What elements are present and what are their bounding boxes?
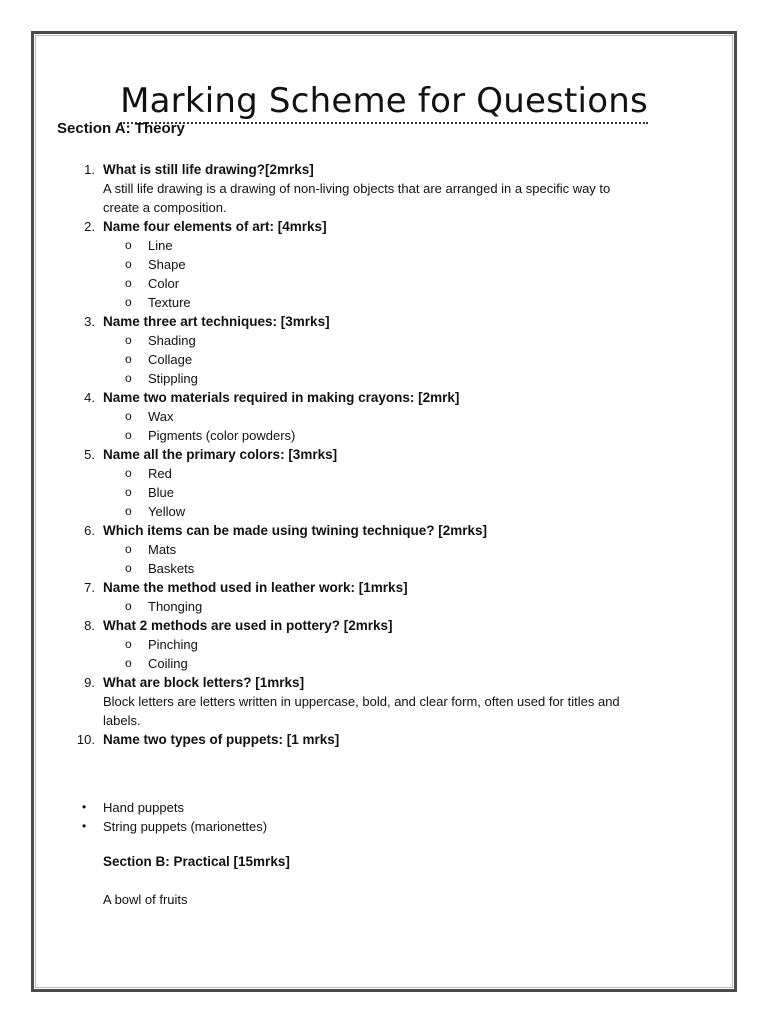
question-9: [57, 673, 637, 730]
question-text: What is still life drawing?[2mrks]: [103, 162, 314, 177]
puppet-list: [103, 798, 267, 836]
question-number: 2.: [84, 219, 95, 234]
answer-item: o Shading: [103, 331, 637, 350]
puppet-item: • String puppets (marionettes): [103, 817, 267, 836]
answer-item: o Coiling: [103, 654, 637, 673]
answer-item: o Wax: [103, 407, 637, 426]
question-text: Name all the primary colors: [3mrks]: [103, 447, 338, 462]
question-number: 1.: [84, 162, 95, 177]
practical-answer: A bowl of fruits: [103, 892, 188, 907]
answer-item: o Shape: [103, 255, 637, 274]
answer-list: [103, 236, 637, 312]
answer-item: o Collage: [103, 350, 637, 369]
question-number: 5.: [84, 447, 95, 462]
section-a-heading: Section A: Theory: [57, 120, 185, 137]
answer-text: A still life drawing is a drawing of non-living objects that are arranged in a specific way to create a composition.: [103, 181, 611, 215]
question-text: Name two types of puppets: [1 mrks]: [103, 732, 340, 747]
answer-item: o Thonging: [103, 597, 637, 616]
question-8: [57, 616, 637, 673]
answer-text: Block letters are letters written in uppercase, bold, and clear form, often used for titles and labels.: [103, 694, 620, 728]
question-text: What 2 methods are used in pottery? [2mrks]: [103, 618, 393, 633]
answer-item: o Pinching: [103, 635, 637, 654]
answer-list: [103, 464, 637, 521]
question-3: [57, 312, 637, 388]
question-text: Name the method used in leather work: [1mrks]: [103, 580, 408, 595]
answer-item: o Baskets: [103, 559, 637, 578]
answer-item: o Mats: [103, 540, 637, 559]
question-number: 9.: [84, 675, 95, 690]
answer-item: o Color: [103, 274, 637, 293]
answer-item: o Stippling: [103, 369, 637, 388]
question-text: Which items can be made using twining technique? [2mrks]: [103, 523, 488, 538]
answer-item: o Yellow: [103, 502, 637, 521]
answer-list: [103, 407, 637, 445]
question-2: [57, 217, 637, 312]
question-4: [57, 388, 637, 445]
answer-list: [103, 597, 637, 616]
question-number: 10.: [76, 732, 95, 747]
page-title: Marking Scheme for Questions: [0, 81, 768, 121]
answer-item: o Line: [103, 236, 637, 255]
answer-item: o Red: [103, 464, 637, 483]
answer-list: [103, 540, 637, 578]
question-number: 6.: [84, 523, 95, 538]
answer-list: [103, 331, 637, 388]
question-number: 3.: [84, 314, 95, 329]
question-text: Name two materials required in making crayons: [2mrk]: [103, 390, 460, 405]
answer-list: [103, 635, 637, 673]
answer-item: o Pigments (color powders): [103, 426, 637, 445]
question-text: Name three art techniques: [3mrks]: [103, 314, 330, 329]
question-text: What are block letters? [1mrks]: [103, 675, 305, 690]
question-number: 7.: [84, 580, 95, 595]
question-10: [57, 730, 637, 749]
question-number: 8.: [84, 618, 95, 633]
question-5: [57, 445, 637, 521]
question-1: [57, 160, 637, 217]
question-6: [57, 521, 637, 578]
answer-item: o Blue: [103, 483, 637, 502]
question-number: 4.: [84, 390, 95, 405]
question-text: Name four elements of art: [4mrks]: [103, 219, 327, 234]
answer-item: o Texture: [103, 293, 637, 312]
question-7: [57, 578, 637, 616]
section-b-heading: Section B: Practical [15mrks]: [103, 854, 290, 869]
puppet-item: • Hand puppets: [103, 798, 267, 817]
question-list: [57, 160, 637, 749]
